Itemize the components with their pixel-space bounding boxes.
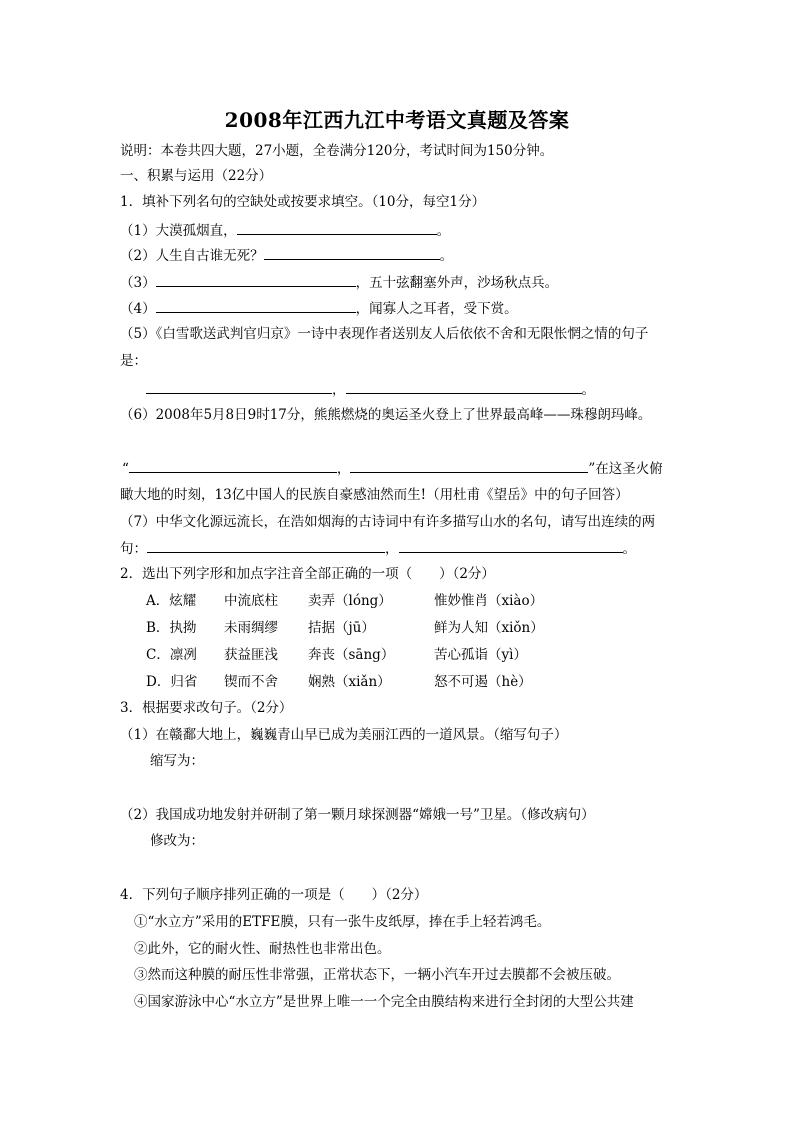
question-3-sentence-1: （1）在赣鄱大地上，巍巍青山早已成为美丽江西的一道风景。（缩写句子） [120,727,568,743]
answer-blank[interactable] [147,539,385,553]
answer-blank[interactable] [350,459,588,473]
section-heading: 一、积累与运用（22分） [120,168,273,184]
answer-blank[interactable] [156,273,356,287]
question-1-item-3: （3） ，五十弦翻塞外声，沙场秋点兵。 [120,275,559,291]
answer-blank[interactable] [399,539,623,553]
question-4-item-2: ②此外，它的耐火性、耐热性也非常出色。 [134,941,391,957]
answer-blank[interactable] [146,380,332,394]
option-d[interactable]: D．归省 锲而不舍 娴熟（xiǎn） 怒不可遏（hè） [146,674,532,690]
question-1-item-4: （4） ，闻寡人之耳者，受下赏。 [120,301,518,317]
question-1-item-1: （1）大漠孤烟直， 。 [120,223,451,239]
option-b[interactable]: B．执拗 未雨绸缪 拮据（jū） 鲜为人知（xiǒn） [146,620,544,636]
question-1-item-2: （2）人生自古谁无死？ 。 [120,248,454,264]
question-3-answer-2[interactable]: 修改为： [150,833,204,849]
option-a[interactable]: A．炫耀 中流底柱 卖弄（lóng） 惟妙惟肖（xiào） [146,593,544,609]
answer-blank[interactable] [346,380,582,394]
page-title: 2008年江西九江中考语文真题及答案 [224,108,570,132]
question-1-item-7-blanks: 句： ， 。 [120,541,636,557]
question-1-item-7: （7）中华文化源远流长，在浩如烟海的古诗词中有许多描写山水的名句，请写出连续的两 [120,514,656,530]
question-4-item-3: ③然而这种膜的耐压性非常强，正常状态下，一辆小汽车开过去膜都不会被压破。 [134,967,620,983]
question-3-sentence-2: （2）我国成功地发射并研制了第一颗月球探测器“嫦娥一号”卫星。（修改病句） [120,807,595,823]
answer-blank[interactable] [129,459,337,473]
question-1-header: 1．填补下列名句的空缺处或按要求填空。（10分，每空1分） [120,194,486,210]
question-3-answer-1[interactable]: 缩写为： [150,753,204,769]
question-2-header: 2．选出下列字形和加点字注音全部正确的一项（ ）（2分） [120,566,495,582]
exam-instructions: 说明：本卷共四大题，27小题，全卷满分120分，考试时间为150分钟。 [120,143,554,159]
question-1-item-6-blanks: “ ， ”在这圣火俯 [122,461,663,477]
question-1-item-5-blanks: ， 。 [146,380,595,399]
question-1-item-5: （5）《白雪歌送武判官归京》一诗中表现作者送别友人后依依不舍和无限怅惘之情的句子 [120,326,649,342]
answer-blank[interactable] [237,221,437,235]
option-c[interactable]: C．凛冽 获益匪浅 奔丧（sāng） 苦心孤诣（yì） [146,647,527,663]
question-4-item-1: ①“水立方”采用的ETFE膜，只有一张牛皮纸厚，捧在手上轻若鸿毛。 [134,914,551,930]
answer-blank[interactable] [264,246,440,260]
question-4-header: 4．下列句子顺序排列正确的一项是（ ）（2分） [120,887,428,903]
question-1-item-6: （6）2008年5月8日9时17分，熊熊燃烧的奥运圣火登上了世界最高峰——珠穆朗玛峰。 [120,407,652,423]
question-1-item-5-cont: 是： [120,353,147,369]
answer-blank[interactable] [156,299,356,313]
question-1-item-6-cont: 瞰大地的时刻，13亿中国人的民族自豪感油然而生!（用杜甫《望岳》中的句子回答） [120,487,629,503]
question-3-header: 3．根据要求改句子。（2分） [120,700,293,716]
question-4-item-4: ④国家游泳中心“水立方”是世界上唯一一个完全由膜结构来进行全封闭的大型公共建 [134,994,634,1010]
